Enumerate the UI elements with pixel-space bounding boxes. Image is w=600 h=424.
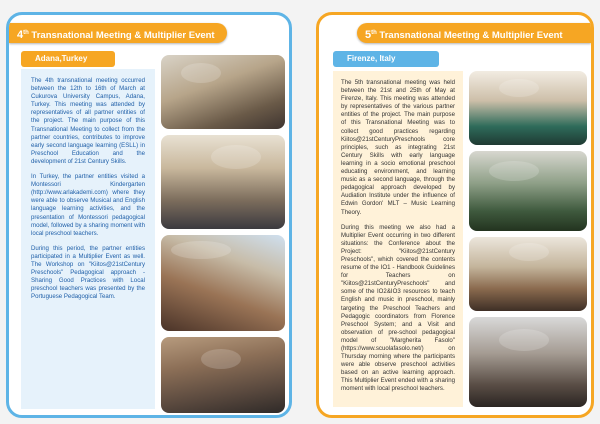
left-title-text: Transnational Meeting & Multiplier Event	[28, 30, 215, 42]
right-paragraph-1: The 5th transnational meeting was held between the 21st and 25th of May at Firenze, Italy. This meeting was attended by representatives of the various partner entities of the project. The main purpose of this Transnational Meeting was to collect good practices regarding Kiitos@21stCenturyPreschools core principles, such as integrating 21st Century Skills with early language learning in a socio emotional preschool educating environment, and learning music as a second language, through the pedagogical approach developed by Audiation Institute under the influence of Edwin Gordon' MLT – Music Learning Theory.	[341, 79, 455, 216]
left-photo-4	[161, 337, 285, 413]
left-paragraph-1: The 4th transnational meeting occurred between the 12th to 16th of March at Cukurova University Campus, Adana, Turkey. This meeting was attended by representatives of all partner entities of the project. The main purpose of this Transnational Meeting to collect from the partner countries, contributes to improve early second language learning (ESLL) in Preschool Education and the development of 21st Century Skills.	[31, 77, 145, 165]
right-photo-4	[469, 317, 587, 407]
right-photo-2	[469, 151, 587, 231]
right-title-sup: th	[371, 30, 377, 36]
left-location-label: Adana,Turkey	[21, 51, 115, 67]
left-paragraph-2: In Turkey, the partner entities visited a Montessori Kindergarten (http://www.arlakademi.com) where they were able to observe Musical and English language learning activities, and the presentation of Montessori pedagogical model, followed by a sharing moment with local preschool teachers.	[31, 173, 145, 237]
left-photo-2	[161, 135, 285, 229]
left-title-number: 4	[17, 29, 24, 42]
right-title-text: Transnational Meeting & Multiplier Event	[376, 30, 563, 42]
right-photo-3	[469, 237, 587, 311]
right-text-panel	[333, 71, 463, 407]
right-title-banner	[357, 23, 591, 43]
left-page	[6, 12, 292, 418]
left-title-sup: th	[23, 30, 29, 36]
left-photo-3	[161, 235, 285, 331]
left-text-panel	[21, 69, 155, 409]
right-location-label: Firenze, Italy	[333, 51, 439, 67]
right-photo-1	[469, 71, 587, 145]
left-title-banner	[9, 23, 227, 43]
right-page	[316, 12, 594, 418]
right-paragraph-2: During this meeting we also had a Multiplier Event occurring in two different situations: the Conference about the Project: "Kiitos@21stCentury Preschools", which covered the contents resume of the IO1 - Handbook Guidelines for Teachers on "Kiitos@21stCenturyPreschools" and some of the IO2&IO3 resources to teach English and music in preschool, mainly targeting the Preschool Teachers and Pedagogic coordinators from Florence Preschool System; and a Visit and observation of pre-school pedagogical model of "Margherita Fasolo" (https://www.scuolafasolo.net/) on Thursday morning where the participants were able observe preschool activities based on an active learning approach. This Multiplier Event ended with a sharing moment with local preschool teachers.	[341, 223, 455, 393]
left-paragraph-3: During this period, the partner entities participated in a Multiplier Event as well. The Workshop on "Kiitos@21stCentury Preschools" Pedagogical approach - Sharing Good Practices with Local preschool teachers was presented by the Portuguese Pedagogical Team.	[31, 244, 145, 301]
right-title-number: 5	[365, 29, 372, 42]
left-photo-1	[161, 55, 285, 129]
